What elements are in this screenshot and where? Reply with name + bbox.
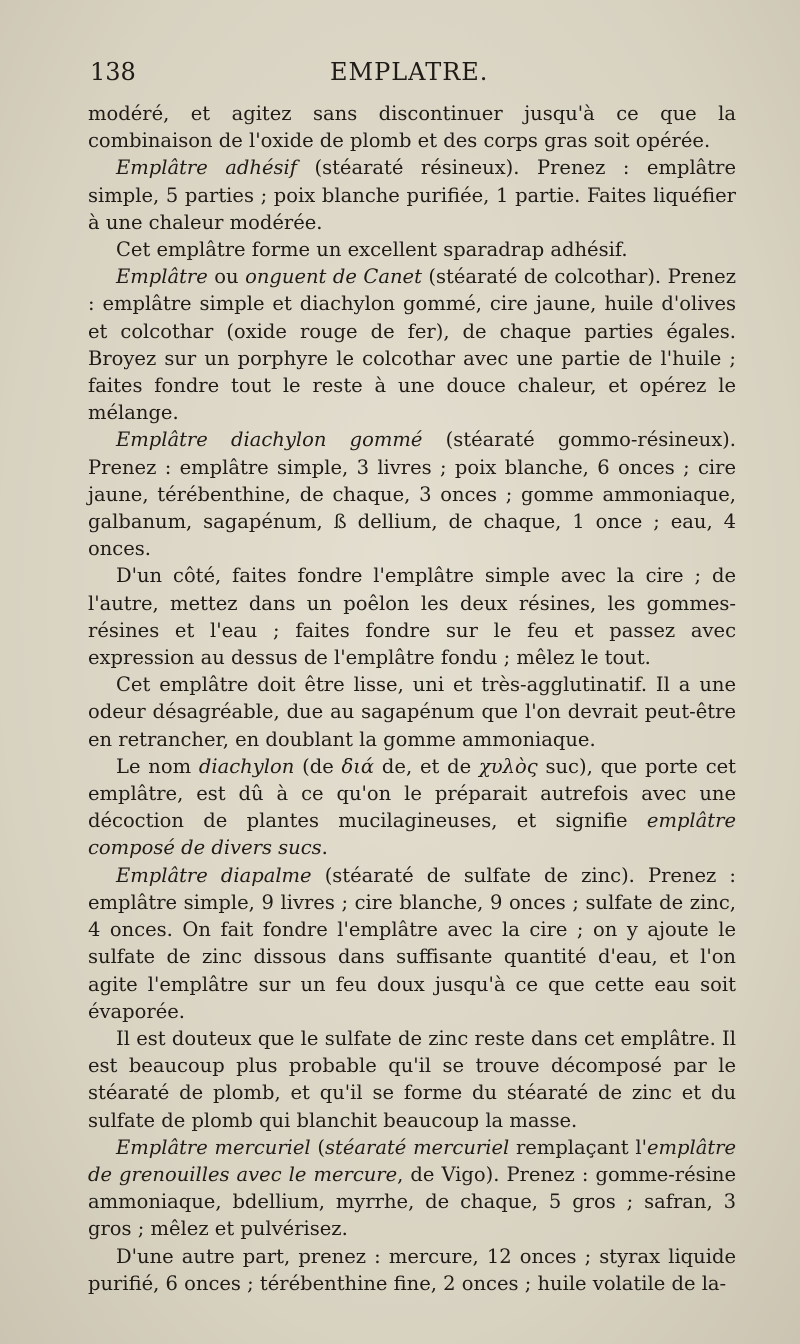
text-run: modéré, et agitez sans discontinuer jusqu'à ce que la combinaison de l'oxide de plomb et des corps gras soit opérée. — [88, 102, 736, 153]
paragraph-p9 — [88, 1025, 736, 1134]
text-run: , de Vigo). Prenez : gomme-résine ammoniaque, bdellium, myrrhe, de chaque, 5 gros ; safran, 3 gros ; mêlez et pulvérisez. — [88, 1162, 736, 1241]
text-run: ( — [310, 1135, 326, 1159]
italic-text: stéaraté mercuriel — [325, 1135, 510, 1159]
paragraph-p8 — [88, 862, 736, 1025]
text-run: Il est douteux que le sulfate de zinc reste dans cet emplâtre. Il est beaucoup plus probable qu'il se trouve décomposé par le stéaraté de plomb, et qu'il se forme du stéaraté de zinc et du sulfate de plomb qui blanchit beaucoup la masse. — [88, 1026, 736, 1132]
paragraph-p10 — [88, 1134, 736, 1243]
paragraph-p5 — [88, 562, 736, 671]
text-run: (stéaraté de colcothar). Prenez : emplâtre simple et diachylon gommé, cire jaune, huile d'olives et colcothar (oxide rouge de fer), de chaque parties égales. Broyez sur un porphyre le colcothar avec une partie de l'huile ; faites fondre tout le reste à une douce chaleur, et opérez le mélange. — [88, 265, 736, 425]
paragraph-p4 — [88, 426, 736, 562]
text-run: D'une autre part, prenez : mercure, 12 onces ; styrax liquide purifié, 6 onces ; térébenthine fine, 2 onces ; huile volatile de la- — [88, 1244, 736, 1295]
paragraph-p3 — [88, 263, 736, 426]
body-text — [88, 100, 736, 1297]
italic-text: diachylon — [198, 754, 295, 778]
italic-text: emplâtre de grenouilles avec le mercure — [88, 1135, 737, 1186]
text-run: ou — [207, 265, 246, 289]
text-run: Le nom — [116, 754, 199, 778]
italic-text: Emplâtre adhésif — [116, 156, 297, 180]
paragraph-p7 — [88, 753, 736, 862]
paragraph-p1 — [88, 154, 736, 236]
text-run: suc), que porte cet emplâtre, est dû à ce qu'on le préparait autrefois avec une décoction de plantes mucilagineuses, et signifie — [88, 754, 736, 833]
paragraph-p2 — [88, 236, 736, 263]
paragraph-p0 — [88, 100, 736, 154]
text-run: (de — [294, 754, 342, 778]
text-run: D'un côté, faites fondre l'emplâtre simple avec la cire ; de l'autre, mettez dans un poêlon les deux résines, les gommes-résines et l'eau ; faites fondre sur le feu et passez avec expression au dessus de l'emplâtre fondu ; mêlez le tout. — [88, 564, 736, 670]
text-run: (stéaraté de sulfate de zinc). Prenez : emplâtre simple, 9 livres ; cire blanche, 9 onces ; sulfate de zinc, 4 onces. On fait fondre l'emplâtre avec la cire ; on y ajoute le sulfate de zinc dissous dans suffisante quantité d'eau, et l'on agite l'emplâtre sur un feu doux jusqu'à ce que cette eau soit évaporée. — [88, 863, 737, 1023]
paragraph-p6 — [88, 671, 736, 753]
italic-text: Emplâtre mercuriel — [116, 1135, 311, 1159]
italic-text: Emplâtre diapalme — [116, 863, 312, 887]
text-run: . — [321, 836, 328, 860]
text-run: de, et de — [374, 754, 479, 778]
italic-text: emplâtre composé de divers sucs — [88, 809, 736, 860]
italic-text: Emplâtre — [116, 265, 208, 289]
italic-text: Emplâtre diachylon gommé — [116, 428, 423, 452]
text-run: Cet emplâtre forme un excellent sparadrap adhésif. — [116, 238, 628, 262]
paragraph-p11 — [88, 1243, 736, 1297]
italic-text: χυλὸς — [478, 754, 538, 778]
text-run: (stéaraté résineux). Prenez : emplâtre simple, 5 parties ; poix blanche purifiée, 1 partie. Faites liquéfier à une chaleur modérée. — [88, 156, 736, 234]
italic-text: onguent de Canet — [245, 265, 422, 289]
page-header — [90, 58, 735, 92]
text-run: Cet emplâtre doit être lisse, uni et très-agglutinatif. Il a une odeur désagréable, due au sagapénum que l'on devrait peut-être en retrancher, en doublant la gomme ammoniaque. — [88, 673, 736, 751]
text-run: (stéaraté gommo-résineux). Prenez : emplâtre simple, 3 livres ; poix blanche, 6 onces ; cire jaune, térébenthine, de chaque, 3 onces ; gomme ammoniaque, galbanum, sagapénum, ß dellium, de chaque, 1 once ; eau, 4 onces. — [88, 428, 736, 561]
italic-text: διά — [341, 754, 375, 778]
text-run: remplaçant l' — [509, 1135, 647, 1159]
page-number: 138 — [90, 58, 136, 86]
running-title: EMPLATRE. — [330, 58, 489, 86]
